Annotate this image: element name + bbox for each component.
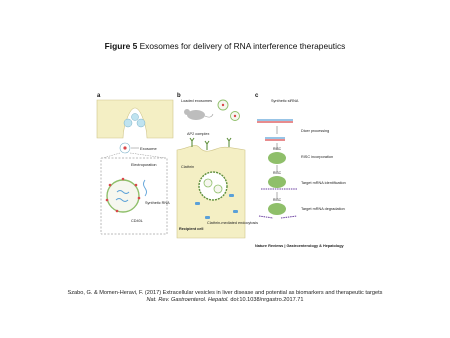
panel-b-letter: b (177, 93, 181, 99)
citation-doi: doi:10.1038/nrgastro.2017.71 (230, 297, 304, 304)
label-risc: RISC (273, 147, 282, 151)
citation-journal: Nat. Rev. Gastroenterol. Hepatol. (146, 297, 229, 304)
panel-c-letter: c (255, 93, 259, 99)
citation-line: Szabo, G. & Momen-Heravi, F. (2017) Extracellular vesicles in liver disease and potential as biomarkers and therapeutic targets (67, 290, 383, 296)
label-exosome: Exosome (140, 146, 157, 151)
label-electroporation: Electroporation (131, 163, 157, 167)
exosome-shape (124, 119, 132, 127)
marker-dot (123, 146, 126, 149)
label-synthetic-sirna: Synthetic siRNA (271, 99, 299, 103)
label-target-degradation: Target mRNA degradation (301, 207, 345, 211)
label-risc-incorporation: RISC incorporation (301, 155, 334, 159)
label-recipient-cell: Recipient cell (179, 227, 204, 231)
panel-a-letter: a (97, 93, 101, 99)
citation-caption (0, 290, 450, 304)
journal-brand: Nature Reviews | Gastroenterology & Hepatology (255, 244, 344, 248)
risc-complex (268, 203, 286, 215)
label-ap2-complex: AP2 complex (187, 132, 210, 136)
clathrin-vesicle (199, 172, 227, 200)
label-endocytosis: Clathrin-mediated endocytosis (207, 221, 259, 225)
exosome-shape (137, 119, 145, 127)
exosome-large (107, 180, 139, 212)
figure-title (0, 41, 450, 51)
label-synthetic-rna: Synthetic RNA (145, 201, 170, 205)
label-clathrin: Clathrin (181, 165, 195, 169)
risc-complex (268, 176, 286, 188)
label-target-identification: Target mRNA identification (301, 181, 346, 185)
label-loaded-exosomes: Loaded exosomes (181, 99, 213, 103)
risc-complex (268, 152, 286, 164)
label-risc: RISC (273, 171, 282, 175)
label-risc: RISC (273, 198, 282, 202)
figure-label: Figure 5 (104, 41, 138, 51)
label-dicer: Dicer processing (301, 129, 330, 133)
exosome-shape (132, 114, 139, 121)
citation-source (0, 297, 450, 304)
figure-illustration (95, 90, 357, 250)
label-cd40l: CD40L (131, 219, 143, 223)
figure-title-text: Exosomes for delivery of RNA interference therapeutics (139, 41, 346, 51)
